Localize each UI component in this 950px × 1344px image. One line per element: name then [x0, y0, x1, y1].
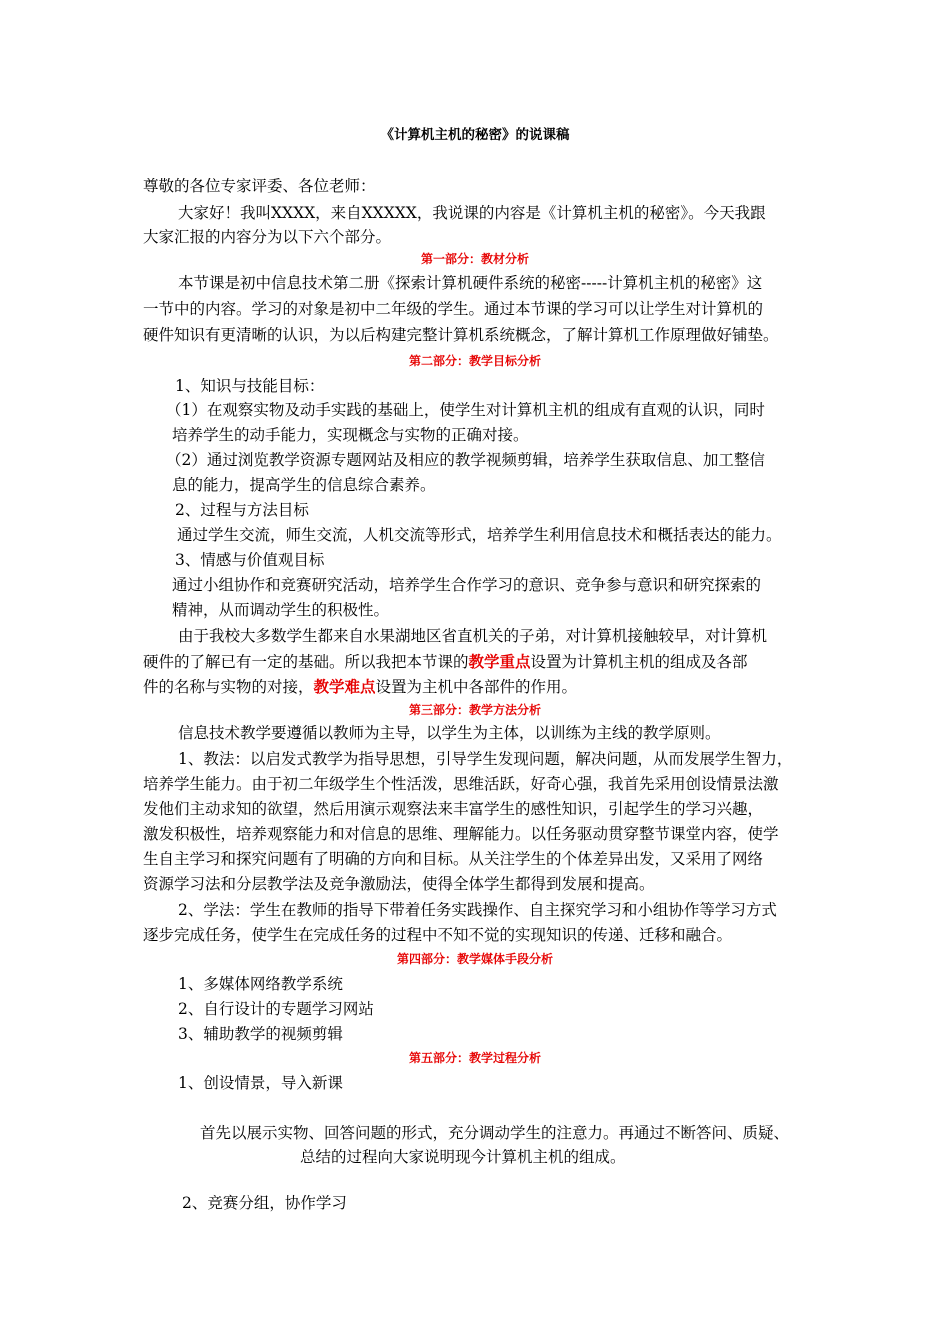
goal2-text: 通过学生交流，师生交流，人机交流等形式，培养学生利用信息技术和概括表达的能力。 — [177, 526, 782, 544]
document-title: 《计算机主机的秘密》的说课稿 — [380, 127, 570, 143]
teaching-method-line-3: 发他们主动求知的欲望，然后用演示观察法来丰富学生的感性知识，引起学生的学习兴趣， — [143, 800, 764, 818]
media-item-1: 1、多媒体网络教学系统 — [178, 975, 343, 993]
analysis-line-3-end: 设置为主机中各部件的作用。 — [375, 678, 578, 696]
analysis-line-3 — [143, 675, 577, 699]
part1-line-2: 一节中的内容。学习的对象是初中二年级的学生。通过本节课的学习可以让学生对计算机的 — [143, 300, 764, 318]
teaching-method-line-6: 资源学习法和分层教学法及竞争激励法，使得全体学生都得到发展和提高。 — [143, 875, 655, 893]
learning-method-line-1: 2、学法：学生在教师的指导下带着任务实践操作、自主探究学习和小组协作等学习方式 — [178, 901, 777, 919]
media-item-2: 2、自行设计的专题学习网站 — [178, 1000, 374, 1018]
difficult-point-label: 教学难点 — [313, 678, 376, 696]
analysis-line-2 — [143, 650, 748, 674]
teaching-method-line-5: 生自主学习和探究问题有了明确的方向和目标。从关注学生的个体差异出发，又采用了网络 — [143, 850, 764, 868]
section-heading-part5: 第五部分：教学过程分析 — [408, 1051, 541, 1065]
learning-method-line-2: 逐步完成任务，使学生在完成任务的过程中不知不觉的实现知识的传递、迁移和融合。 — [143, 926, 733, 944]
goal3-text-line-1: 通过小组协作和竞赛研究活动，培养学生合作学习的意识、竞争参与意识和研究探索的 — [172, 576, 762, 594]
process-step-1: 1、创设情景，导入新课 — [178, 1074, 343, 1092]
analysis-line-3-start: 件的名称与实物的对接， — [143, 678, 314, 696]
process-step-1-line-1: 首先以展示实物、回答问题的形式，充分调动学生的注意力。再通过不断答问、质疑、 — [200, 1124, 790, 1142]
part1-line-3: 硬件知识有更清晰的认识，为以后构建完整计算机系统概念，了解计算机工作原理做好铺垫。 — [143, 326, 779, 344]
key-point-label: 教学重点 — [468, 653, 531, 671]
greeting: 尊敬的各位专家评委、各位老师： — [143, 177, 376, 195]
goal1-a-line-1: （1）在观察实物及动手实践的基础上，使学生对计算机主机的组成有直观的认识，同时 — [166, 401, 765, 419]
teaching-method-line-1: 1、教法：以启发式教学为指导思想，引导学生发现问题，解决问题，从而发展学生智力， — [178, 750, 793, 768]
intro-line-1: 大家好！我叫XXXX，来自XXXXX，我说课的内容是《计算机主机的秘密》。今天我跟 — [178, 204, 766, 222]
analysis-line-1: 由于我校大多数学生都来自水果湖地区省直机关的子弟，对计算机接触较早，对计算机 — [178, 627, 768, 645]
process-step-2: 2、竞赛分组，协作学习 — [182, 1194, 347, 1212]
goal1-b-line-1: （2）通过浏览教学资源专题网站及相应的教学视频剪辑，培养学生获取信息、加工整信 — [166, 451, 765, 469]
intro-line-2: 大家汇报的内容分为以下六个部分。 — [143, 228, 392, 246]
goal3-title: 3、情感与价值观目标 — [175, 551, 325, 569]
goal1-b-line-2: 息的能力，提高学生的信息综合素养。 — [172, 476, 436, 494]
goal1-a-line-2: 培养学生的动手能力，实现概念与实物的正确对接。 — [172, 426, 529, 444]
section-heading-part2: 第二部分：教学目标分析 — [408, 354, 541, 368]
teaching-method-line-2: 培养学生能力。由于初二年级学生个性活泼，思维活跃，好奇心强，我首先采用创设情景法激 — [143, 775, 779, 793]
goal1-title: 1、知识与技能目标： — [175, 377, 325, 395]
analysis-line-2-end: 设置为计算机主机的组成及各部 — [530, 653, 748, 671]
process-step-1-line-2: 总结的过程向大家说明现今计算机主机的组成。 — [300, 1148, 626, 1166]
section-heading-part1: 第一部分：教材分析 — [420, 252, 529, 266]
goal2-title: 2、过程与方法目标 — [175, 501, 309, 519]
section-heading-part4: 第四部分：教学媒体手段分析 — [396, 952, 553, 966]
goal3-text-line-2: 精神，从而调动学生的积极性。 — [172, 601, 390, 619]
analysis-line-2-start: 硬件的了解已有一定的基础。所以我把本节课的 — [143, 653, 469, 671]
section-heading-part3: 第三部分：教学方法分析 — [408, 703, 541, 717]
part1-line-1: 本节课是初中信息技术第二册《探索计算机硬件系统的秘密-----计算机主机的秘密》这 — [178, 274, 763, 292]
media-item-3: 3、辅助教学的视频剪辑 — [178, 1025, 343, 1043]
teaching-principle: 信息技术教学要遵循以教师为主导，以学生为主体，以训练为主线的教学原则。 — [178, 724, 721, 742]
teaching-method-line-4: 激发积极性，培养观察能力和对信息的思维、理解能力。以任务驱动贯穿整节课堂内容，使学 — [143, 825, 779, 843]
